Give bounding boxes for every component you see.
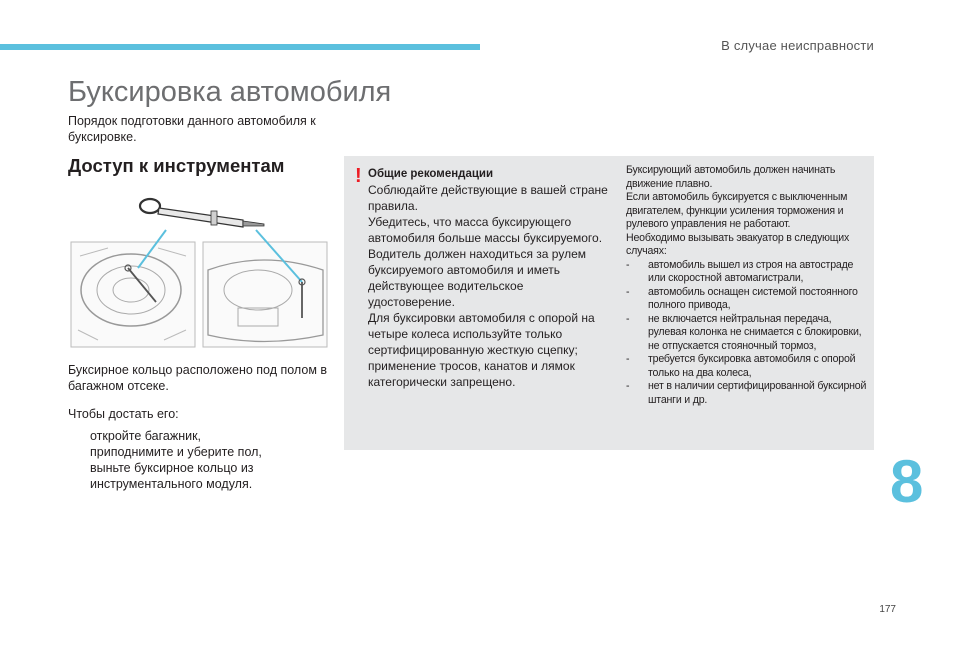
trunk-view-left <box>71 230 195 347</box>
towing-eye-illustration <box>68 190 330 350</box>
warning-box <box>344 156 874 450</box>
towing-eye-location-text: Буксирное кольцо расположено под полом в багажном отсеке. <box>68 363 328 393</box>
towing-intro-text: Буксирующий автомобиль должен начинать движение плавно. Если автомобиль буксируется с выключенным двигателем, функции усиления торможения и рулевого управления не работают. Необходимо вызывать эвакуатор в следующих случаях: <box>626 164 850 257</box>
step-item <box>68 444 333 460</box>
trunk-view-right <box>203 230 327 347</box>
section-header: В случае неисправности <box>721 38 874 53</box>
chapter-number: 8 <box>890 448 924 515</box>
howto-text: Чтобы достать его: <box>68 407 179 421</box>
warning-heading: Общие рекомендации <box>368 168 494 180</box>
towing-eye-icon <box>140 199 264 227</box>
warning-column-right <box>626 164 871 407</box>
step-item <box>68 460 333 492</box>
case-item: - автомобиль оснащен системой постоянного полного привода, <box>626 285 858 311</box>
step-text: откройте багажник, <box>90 429 202 443</box>
tow-truck-cases-list <box>626 259 871 408</box>
step-item <box>68 428 333 444</box>
warning-text: Соблюдайте действующие в вашей стране правила. Убедитесь, что масса буксирующего автомобиля больше массы буксируемого. Водитель должен находиться за рулем буксируемого автомобиля и иметь действующее водительское удостоверение. Для буксировки автомобиля с опорой на четыре колеса используйте только сертифицированную жесткую сцепку; применение тросов, канатов и лямок категорически запрещено. <box>368 183 608 389</box>
header-accent-bar <box>0 44 480 50</box>
case-item: - автомобиль вышел из строя на автостраде или скоростной автомагистрали, <box>626 258 854 284</box>
page-number: 177 <box>879 604 896 615</box>
warning-icon: ! <box>355 165 362 187</box>
case-item: - не включается нейтральная передача, рулевая колонка не снимается с блокировки, не отпускается стояночный тормоз, <box>626 312 862 352</box>
case-item: - нет в наличии сертифицированной буксирной штанги и др. <box>626 380 867 406</box>
step-text: приподнимите и уберите пол, <box>90 445 262 459</box>
section-subtitle: Доступ к инструментам <box>68 155 285 176</box>
steps-list <box>68 428 333 492</box>
page-title: Буксировка автомобиля <box>68 76 392 108</box>
case-item: - требуется буксировка автомобиля с опорой только на два колеса, <box>626 353 856 379</box>
warning-column-left <box>368 166 608 390</box>
intro-text: Порядок подготовки данного автомобиля к буксировке. <box>68 114 316 144</box>
step-text: выньте буксирное кольцо из инструментального модуля. <box>90 461 254 491</box>
